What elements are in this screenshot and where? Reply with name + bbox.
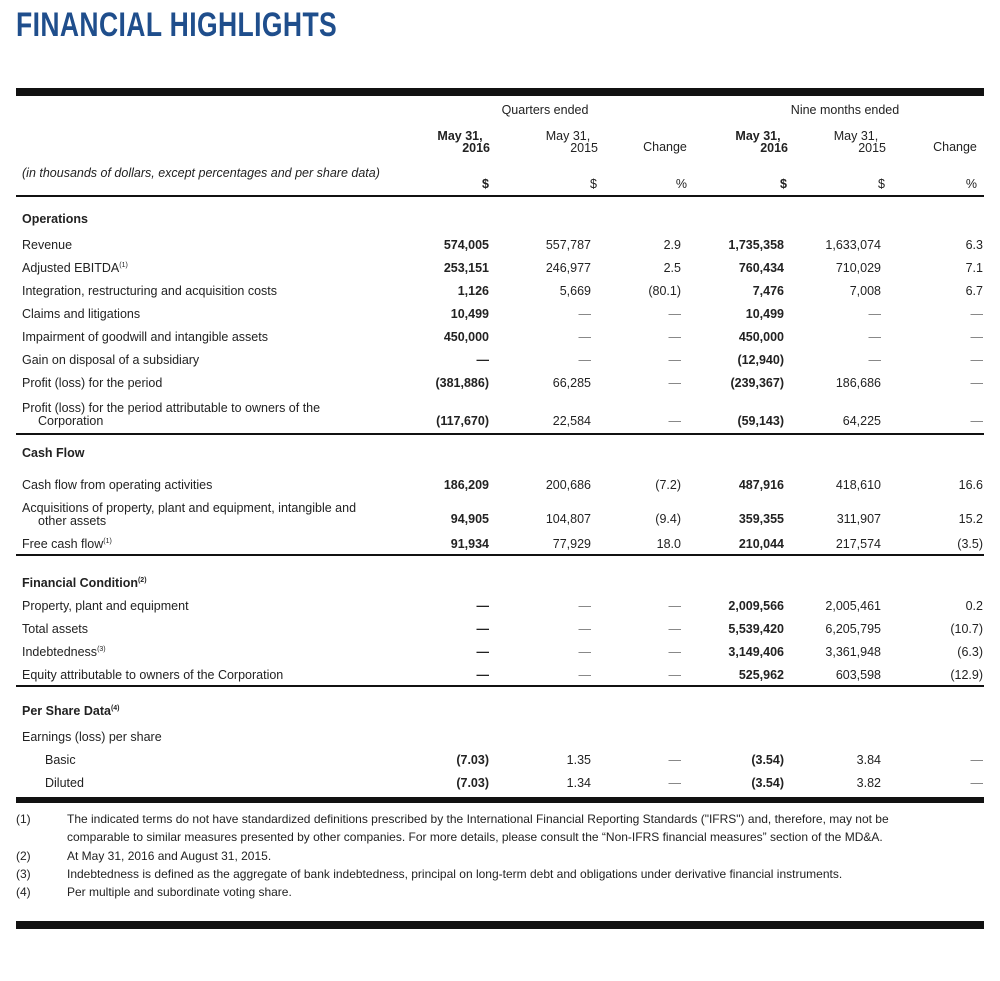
header-rule [16,195,984,197]
cell-q15: 246,977 [545,261,591,275]
cell-q16: — [476,599,489,613]
footnote-text: Indebtedness is defined as the aggregate of bank indebtedness, principal on long-term debt and obligations under derivative financial instruments. [67,867,843,881]
footnote-text: The indicated terms do not have standardized definitions prescribed by the International Financial Reporting Standards ("IFRS") and, therefore, may not be [67,812,889,826]
cell-nc: — [970,307,983,321]
row-label-text: Cash flow from operating activities [22,478,213,492]
row-label [22,331,268,344]
cell-qc: — [668,645,681,659]
header-year-line: 2015 [858,141,886,155]
row-label-continued: Corporation [38,414,104,428]
row-label [22,538,112,551]
table-bottom-rule [16,797,984,803]
row-label [22,623,88,636]
row-label [22,646,106,659]
cell-n15: 3.82 [856,776,881,790]
row-label-text: Profit (loss) for the period [22,376,163,390]
header-n-may2015 [826,130,886,154]
header-n-may2016 [728,130,788,154]
cell-q16: — [476,353,489,367]
footnote-ref: (1) [119,262,128,269]
cell-q15: — [578,353,591,367]
cell-qc: — [668,330,681,344]
header-q-may2015 [538,130,598,154]
cell-q16: — [476,645,489,659]
cell-q16: 10,499 [450,307,489,321]
cell-nc: — [970,376,983,390]
cell-n15: 7,008 [849,284,881,298]
cell-n16: 210,044 [738,537,784,551]
footnote-number: (1) [16,812,31,826]
cell-n15: 186,686 [835,376,881,390]
header-nine-months-ended: Nine months ended [790,103,900,117]
cell-n16: 525,962 [738,668,784,682]
cell-n15: 2,005,461 [825,599,881,613]
cell-n15: 1,633,074 [825,238,881,252]
row-label-text: Total assets [22,622,89,636]
cell-q15: — [578,668,591,682]
cell-qc: (80.1) [648,284,681,298]
row-label-text: Claims and litigations [22,307,141,321]
cell-qc: — [668,353,681,367]
row-label [22,285,277,298]
cell-q16: 574,005 [443,238,489,252]
footnote-text: Per multiple and subordinate voting share. [67,885,292,899]
header-q-may2016 [430,130,490,154]
unit-percent: % [965,177,977,191]
row-label [22,479,212,492]
cell-nc: — [970,414,983,428]
section-rule [16,554,984,556]
cell-nc: (3.5) [957,537,983,551]
unit-dollar: $ [878,177,885,191]
row-label-continued: other assets [38,514,107,528]
cell-nc: — [970,753,983,767]
cell-n16: 7,476 [752,284,784,298]
cell-qc: — [668,668,681,682]
cell-nc: 0.2 [965,599,983,613]
row-label [45,777,84,790]
units-label: (in thousands of dollars, except percentages and per share data) [22,166,380,180]
header-year-line: 2016 [760,141,788,155]
cell-n16: (3.54) [751,776,784,790]
cell-n15: 710,029 [835,261,881,275]
cell-qc: — [668,753,681,767]
cell-q16: — [476,668,489,682]
unit-dollar: $ [590,177,597,191]
row-label-text: Integration, restructuring and acquisition costs [22,284,277,298]
row-label [22,731,162,744]
row-label [22,377,162,390]
cell-q15: 1.34 [566,776,591,790]
header-date-line: May 31, [437,129,483,143]
section-per-share [22,705,120,718]
section-label: Financial Condition [22,576,138,590]
row-label: Profit (loss) for the period attributable to owners of the [22,401,321,415]
row-label [45,754,76,767]
cell-qc: (9.4) [655,512,681,526]
row-label [22,308,140,321]
row-label-text: Adjusted EBITDA [22,261,120,275]
cell-q15: — [578,645,591,659]
footnote-number: (4) [16,885,31,899]
row-label-text: Equity attributable to owners of the Corporation [22,668,284,682]
header-quarters-ended: Quarters ended [501,103,589,117]
cell-n16: (239,367) [730,376,784,390]
unit-dollar: $ [780,177,787,191]
top-rule [16,88,984,96]
header-n-change: Change [933,140,977,154]
row-label [22,600,189,613]
unit-dollar: $ [482,177,489,191]
cell-qc: — [668,599,681,613]
cell-nc: 15.2 [958,512,983,526]
row-label-text: Impairment of goodwill and intangible assets [22,330,268,344]
cell-nc: (10.7) [950,622,983,636]
cell-qc: — [668,376,681,390]
cell-q15: 200,686 [545,478,591,492]
cell-n15: 6,205,795 [825,622,881,636]
footnote-text-continued: comparable to similar measures presented by other companies. For more details, please consult the “Non-IFRS financial measures” section of the MD&A. [67,830,883,844]
footnote-ref: (1) [103,538,112,545]
cell-q16: 91,934 [450,537,489,551]
cell-q15: 5,669 [559,284,591,298]
footnote-ref: (2) [137,577,147,584]
header-date-line: May 31, [545,129,591,143]
section-rule [16,433,984,435]
cell-q15: — [578,622,591,636]
row-label-text: Earnings (loss) per share [22,730,162,744]
cell-n16: 487,916 [738,478,784,492]
cell-qc: — [668,414,681,428]
cell-n15: — [868,307,881,321]
section-cash-flow: Cash Flow [22,446,85,460]
row-label-text: Basic [45,753,76,767]
page-bottom-rule [16,921,984,929]
cell-qc: — [668,307,681,321]
cell-n16: 760,434 [738,261,784,275]
cell-nc: 6.7 [965,284,983,298]
cell-n15: 3,361,948 [825,645,881,659]
footnote-text: At May 31, 2016 and August 31, 2015. [67,849,272,863]
cell-q16: (117,670) [436,414,489,428]
cell-q16: (7.03) [456,753,489,767]
cell-n15: 217,574 [835,537,881,551]
section-rule [16,685,984,687]
row-label-text: Revenue [22,238,73,252]
cell-q16: 1,126 [457,284,489,298]
section-financial-condition [22,577,147,590]
cell-qc: 2.5 [663,261,681,275]
cell-nc: — [970,776,983,790]
cell-q15: — [578,307,591,321]
footnote-ref: (3) [97,646,106,653]
cell-q16: 186,209 [443,478,489,492]
cell-q15: — [578,330,591,344]
cell-q15: 1.35 [566,753,591,767]
cell-n16: 10,499 [745,307,784,321]
section-operations: Operations [22,212,88,226]
footnote-number: (2) [16,849,31,863]
footnote-ref: (4) [110,705,120,712]
cell-qc: 18.0 [656,537,681,551]
cell-n15: — [868,353,881,367]
cell-q16: — [476,622,489,636]
cell-n16: 359,355 [738,512,784,526]
cell-nc: 16.6 [958,478,983,492]
row-label: Acquisitions of property, plant and equipment, intangible and [22,501,357,515]
cell-qc: 2.9 [663,238,681,252]
cell-n15: 418,610 [835,478,881,492]
unit-percent: % [675,177,687,191]
row-label-text: Property, plant and equipment [22,599,189,613]
cell-nc: — [970,330,983,344]
cell-n16: 1,735,358 [728,238,784,252]
cell-n15: — [868,330,881,344]
cell-qc: (7.2) [655,478,681,492]
header-date-line: May 31, [735,129,781,143]
cell-n16: (12,940) [737,353,784,367]
cell-n15: 3.84 [856,753,881,767]
cell-nc: — [970,353,983,367]
cell-q15: 557,787 [545,238,591,252]
cell-n15: 64,225 [842,414,881,428]
cell-n16: 450,000 [738,330,784,344]
cell-n16: (3.54) [751,753,784,767]
cell-q16: 253,151 [443,261,489,275]
cell-n16: 2,009,566 [728,599,784,613]
cell-nc: (12.9) [950,668,983,682]
cell-q16: 94,905 [450,512,489,526]
cell-q16: (381,886) [435,376,489,390]
cell-n15: 603,598 [835,668,881,682]
cell-nc: 6.3 [965,238,983,252]
cell-n16: 5,539,420 [728,622,784,636]
header-year-line: 2015 [570,141,598,155]
page-title: FINANCIAL HIGHLIGHTS [16,6,338,44]
header-q-change: Change [643,140,687,154]
cell-qc: — [668,622,681,636]
cell-q15: 104,807 [545,512,591,526]
row-label-text: Gain on disposal of a subsidiary [22,353,200,367]
cell-qc: — [668,776,681,790]
cell-n15: 311,907 [836,512,881,526]
row-label-text: Indebtedness [22,645,98,659]
row-label-text: Free cash flow [22,537,104,551]
cell-q16: 450,000 [443,330,489,344]
row-label-text: Diluted [45,776,84,790]
row-label [22,354,199,367]
cell-q15: 66,285 [552,376,591,390]
row-label [22,669,283,682]
section-label: Per Share Data [22,704,111,718]
cell-n16: (59,143) [737,414,784,428]
cell-q15: — [578,599,591,613]
header-date-line: May 31, [833,129,879,143]
cell-n16: 3,149,406 [728,645,784,659]
cell-q16: (7.03) [456,776,489,790]
cell-nc: 7.1 [965,261,983,275]
header-year-line: 2016 [462,141,490,155]
row-label [22,239,72,252]
cell-nc: (6.3) [957,645,983,659]
row-label [22,262,128,275]
cell-q15: 77,929 [552,537,591,551]
cell-q15: 22,584 [552,414,591,428]
footnote-number: (3) [16,867,31,881]
